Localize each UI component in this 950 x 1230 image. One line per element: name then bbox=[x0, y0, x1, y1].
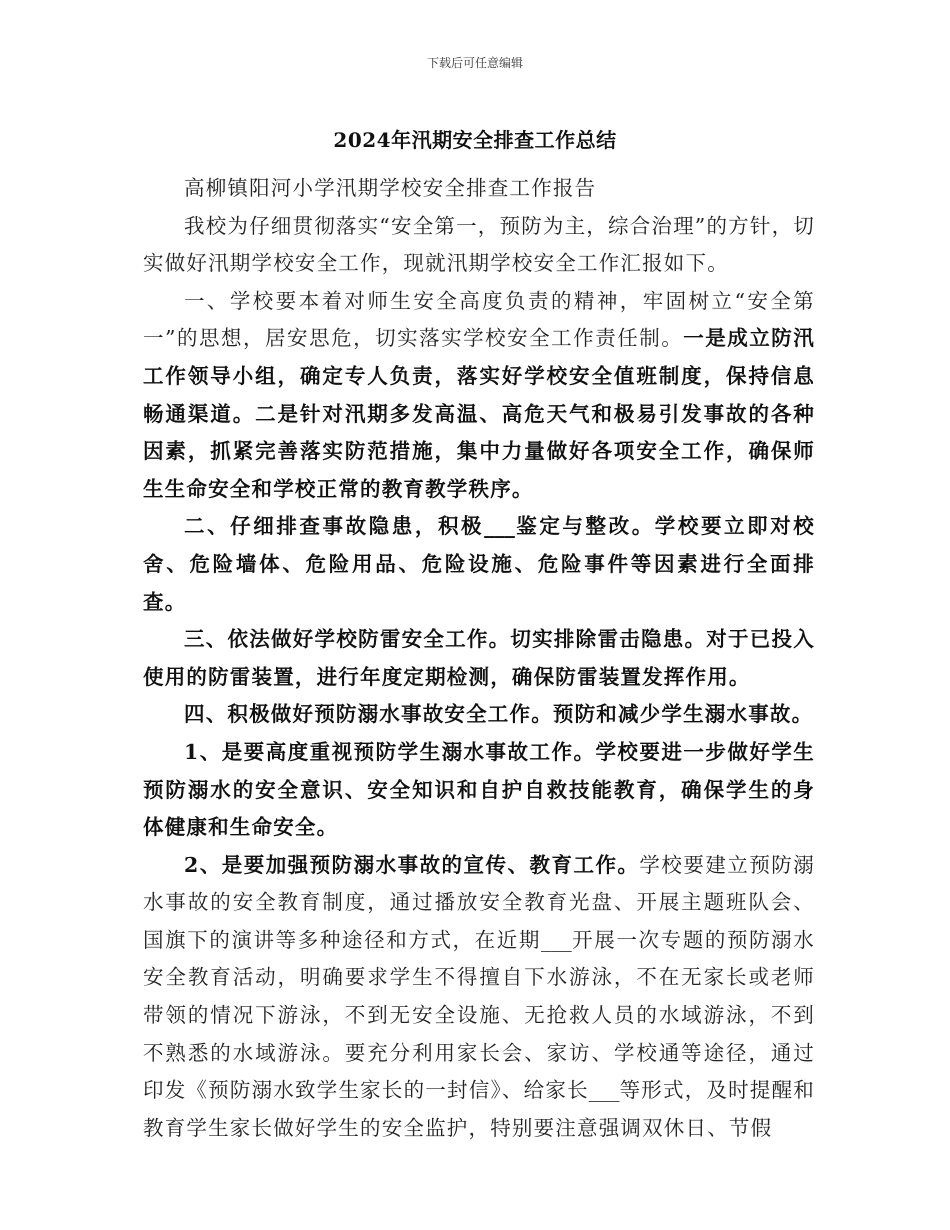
paragraph-3 bbox=[143, 283, 815, 509]
paragraph-8-blank-1: ___ bbox=[541, 927, 572, 952]
paragraph-8-text-c: 等形式，及时提醒和教育学生家长做好学生的安全监护，特别要注意强调双休日、节假 bbox=[143, 1078, 815, 1140]
paragraph-6 bbox=[143, 696, 815, 734]
paragraph-4-text-b: 鉴定与整改。学校要立即对校舍、危险墙体、危险用品、危险设施、危险事件等因素进行全面排查。 bbox=[143, 514, 815, 614]
paragraph-2 bbox=[143, 208, 815, 283]
paragraph-1-text: 高柳镇阳河小学汛期学校安全排查工作报告 bbox=[184, 176, 597, 200]
paragraph-1 bbox=[143, 170, 815, 208]
paragraph-5 bbox=[143, 621, 815, 696]
header-note: 下载后可任意编辑 bbox=[426, 56, 523, 70]
paragraph-8-blank-2: ___ bbox=[588, 1078, 620, 1103]
document-title: 2024年汛期安全排查工作总结 bbox=[333, 128, 617, 152]
paragraph-4-blank: ___ bbox=[484, 514, 515, 539]
paragraph-2-text: 我校为仔细贯彻落实“安全第一，预防为主，综合治理”的方针，切实做好汛期学校安全工作，现就汛期学校安全工作汇报如下。 bbox=[143, 213, 815, 276]
paragraph-5-text: 三、依法做好学校防雷安全工作。切实排除雷击隐患。对于已投入使用的防雷装置，进行年度定期检测，确保防雷装置发挥作用。 bbox=[143, 627, 815, 689]
paragraph-4-text-a: 二、仔细排查事故隐患，积极 bbox=[184, 514, 485, 539]
paragraph-4 bbox=[143, 508, 815, 621]
paragraph-3-text: 一、学校要本着对师生安全高度负责的精神，牢固树立“安全第一”的思想，居安思危，切实落实学校安全工作责任制。 bbox=[143, 288, 815, 351]
document-body bbox=[143, 170, 815, 1147]
paragraph-8 bbox=[143, 847, 815, 1148]
paragraph-7-text: 1、是要高度重视预防学生溺水事故工作。学校要进一步做好学生预防溺水的安全意识、安全知识和自护自救技能教育，确保学生的身体健康和生命安全。 bbox=[143, 739, 815, 840]
paragraph-7 bbox=[143, 734, 815, 847]
paragraph-8-bold-text: 2、是要加强预防溺水事故的宣传、教育工作。 bbox=[184, 852, 640, 877]
paragraph-8-text-b: 开展一次专题的预防溺水安全教育活动，明确要求学生不得擅自下水游泳，不在无家长或老师带领的情况下游泳，不到无安全设施、无抢救人员的水域游泳，不到不熟悉的水域游泳。要充分利用家长会、家访、学校通等途径，通过印发《预防溺水致学生家长的一封信》、给家长 bbox=[143, 927, 815, 1103]
paragraph-3-bold-text: 一是成立防汛工作领导小组，确定专人负责，落实好学校安全值班制度，保持信息畅通渠道。二是针对汛期多发高温、高危天气和极易引发事故的各种因素，抓紧完善落实防范措施，集中力量做好各项安全工作，确保师生生命安全和学校正常的教育教学秩序。 bbox=[143, 326, 816, 501]
paragraph-6-text: 四、积极做好预防溺水事故安全工作。预防和减少学生溺水事故。 bbox=[184, 702, 814, 727]
paragraph-8-text-a: 学校要建立预防溺水事故的安全教育制度，通过播放安全教育光盘、开展主题班队会、国旗下的演讲等多种途径和方式，在近期 bbox=[143, 852, 815, 952]
